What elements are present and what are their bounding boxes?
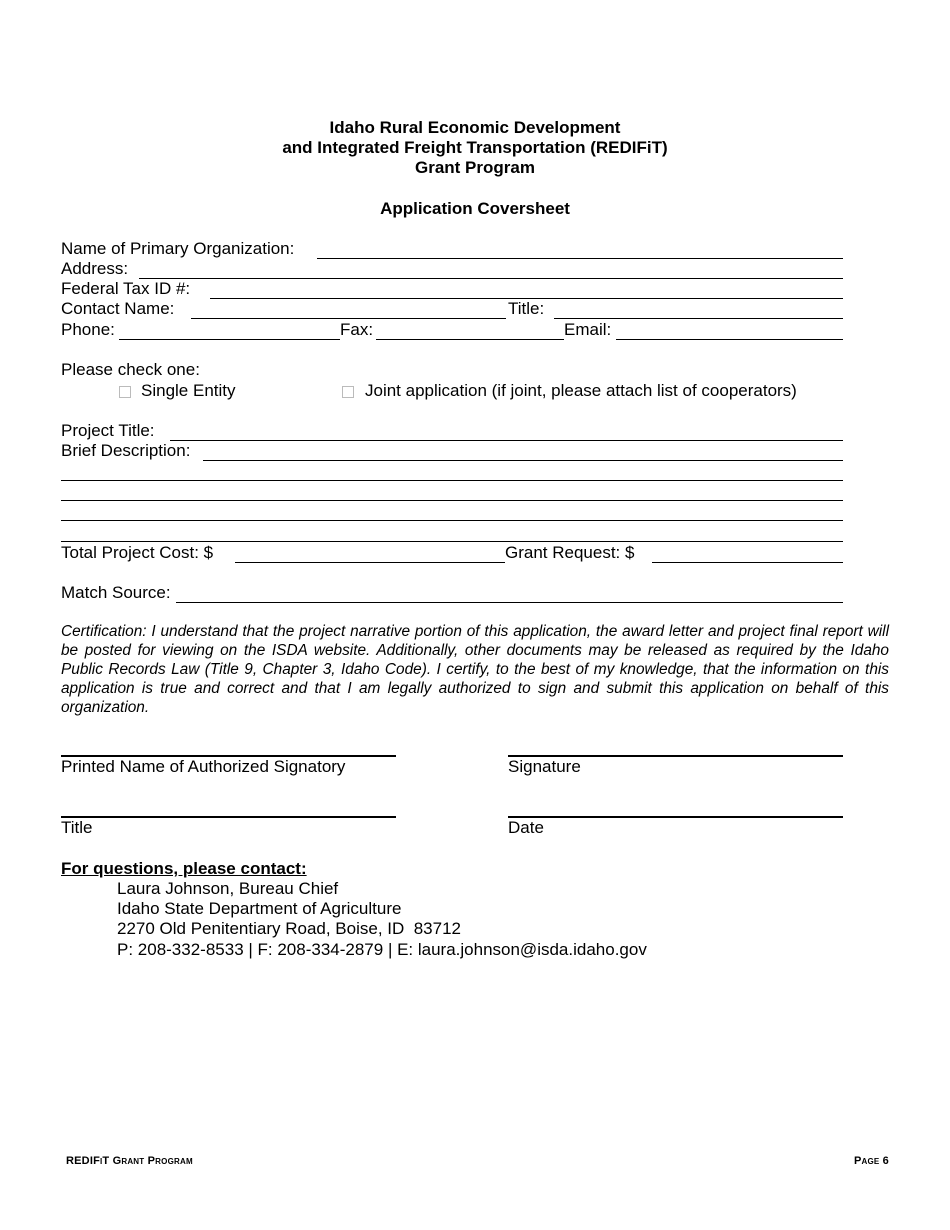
title-label: Title:	[508, 299, 545, 318]
address-label: Address:	[61, 259, 129, 278]
joint-application-label: Joint application (if joint, please attach list of cooperators)	[365, 381, 797, 400]
check-prompt: Please check one:	[61, 360, 200, 379]
header-line-2: and Integrated Freight Transportation (REDIFiT)	[282, 138, 668, 157]
contact-row	[61, 299, 843, 319]
footer-page-number: Page 6	[853, 1155, 889, 1167]
phone-label: Phone:	[61, 320, 115, 339]
contact-org: Idaho State Department of Agriculture	[117, 899, 402, 918]
contact-name-field[interactable]	[191, 299, 506, 319]
printed-name-label: Printed Name of Authorized Signatory	[61, 757, 346, 776]
title-signature-line[interactable]	[61, 816, 396, 818]
org-name-label: Name of Primary Organization:	[61, 239, 295, 258]
match-source-label: Match Source:	[61, 583, 171, 602]
tax-id-label: Federal Tax ID #:	[61, 279, 191, 298]
tax-id-field[interactable]	[210, 279, 843, 299]
email-label: Email:	[564, 320, 612, 339]
contact-name: Laura Johnson, Bureau Chief	[117, 879, 339, 898]
footer-program: REDIFiT Grant Program	[66, 1155, 193, 1167]
header-line-3: Grant Program	[415, 158, 535, 177]
description-field[interactable]	[203, 441, 843, 461]
contact-name-label: Contact Name:	[61, 299, 175, 318]
header-line-1: Idaho Rural Economic Development	[329, 118, 621, 137]
contact-address: 2270 Old Penitentiary Road, Boise, ID 83712	[117, 919, 461, 938]
project-title-row	[61, 421, 843, 441]
match-source-field[interactable]	[176, 583, 843, 603]
description-line-3[interactable]	[61, 500, 843, 501]
certification-text: Certification: I understand that the project narrative portion of this application, the award letter and project final report will be posted for viewing on the ISDA website. Additionally, other documents may be released as required by the Idaho Public Records Law (Title 9, Chapter 3, Idaho Code). I certify, to the best of my knowledge, that the information on this application is true and correct and that I am legally authorized to sign and submit this application on behalf of this organization.	[61, 623, 889, 716]
joint-application-checkbox[interactable]	[342, 386, 354, 398]
total-cost-field[interactable]	[235, 543, 505, 563]
description-row	[61, 441, 843, 461]
fax-label: Fax:	[340, 320, 374, 339]
match-source-row	[61, 583, 843, 603]
email-field[interactable]	[616, 320, 843, 340]
single-entity-checkbox[interactable]	[119, 386, 131, 398]
signature-label: Signature	[508, 757, 581, 776]
description-line-5[interactable]	[61, 541, 843, 542]
tax-id-row	[61, 279, 843, 299]
single-entity-label: Single Entity	[141, 381, 236, 400]
contact-phone-email: P: 208-332-8533 | F: 208-334-2879 | E: laura.johnson@isda.idaho.gov	[117, 940, 647, 959]
org-name-row	[61, 239, 843, 259]
grant-request-field[interactable]	[652, 543, 843, 563]
total-cost-label: Total Project Cost: $	[61, 543, 214, 562]
date-label: Date	[508, 818, 544, 837]
page-title: Application Coversheet	[380, 199, 570, 218]
description-line-2[interactable]	[61, 480, 843, 481]
phone-field[interactable]	[119, 320, 340, 340]
address-field[interactable]	[139, 259, 843, 279]
description-line-4[interactable]	[61, 520, 843, 521]
description-label: Brief Description:	[61, 441, 191, 460]
address-row	[61, 259, 843, 279]
title-field[interactable]	[554, 299, 843, 319]
project-title-label: Project Title:	[61, 421, 155, 440]
date-line[interactable]	[508, 816, 843, 818]
signatory-title-label: Title	[61, 818, 93, 837]
grant-request-label: Grant Request: $	[505, 543, 635, 562]
cost-row	[61, 543, 843, 563]
phone-row	[61, 320, 843, 340]
project-title-field[interactable]	[170, 421, 843, 441]
fax-field[interactable]	[376, 320, 564, 340]
contact-heading: For questions, please contact:	[61, 859, 307, 878]
org-name-field[interactable]	[317, 239, 843, 259]
